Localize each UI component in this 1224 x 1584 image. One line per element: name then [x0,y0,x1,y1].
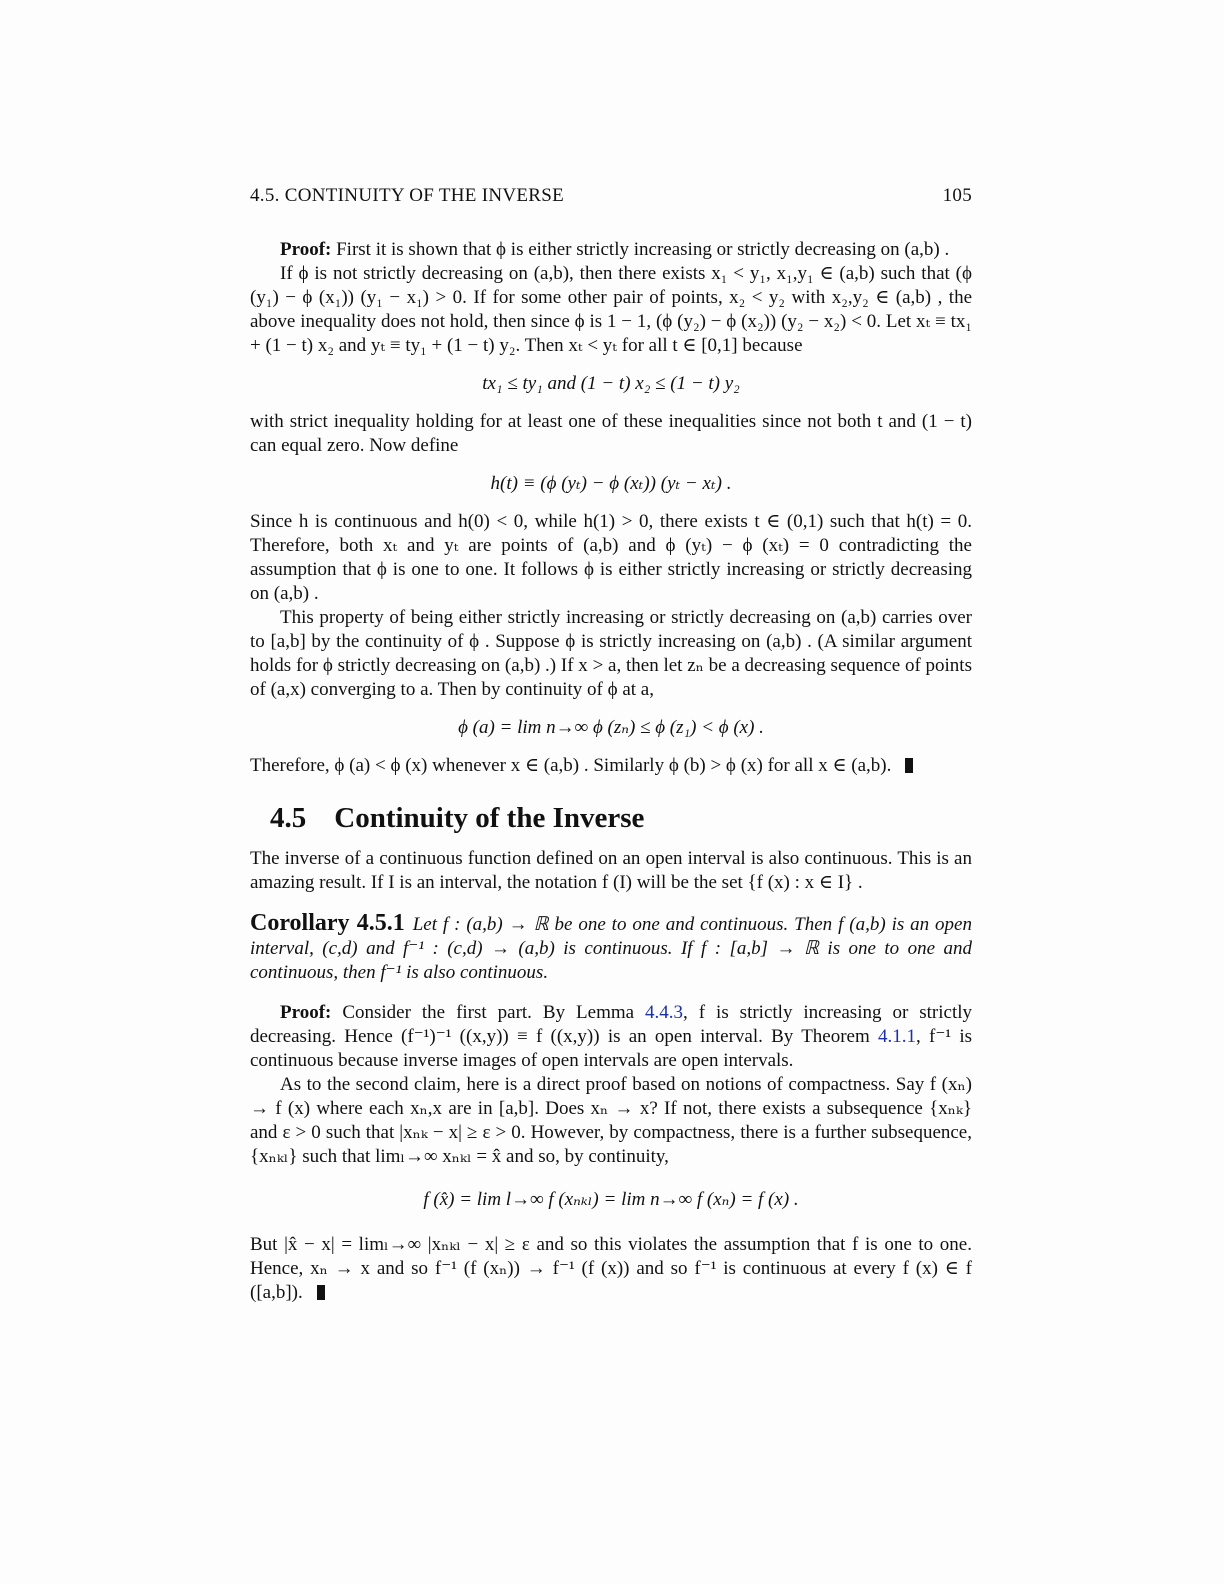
proof-conclusion: Therefore, ϕ (a) < ϕ (x) whenever x ∈ (a,b) . Similarly ϕ (b) > ϕ (x) for all x ∈ (a,b). [250,755,892,776]
paragraph: If ϕ is not strictly decreasing on (a,b), then there exists x₁ < y₁, x₁,y₁ ∈ (a,b) such that (ϕ (y₁) − ϕ (x₁)) (y₁ − x₁) > 0. If for some other pair of points, x₂ < y₂ with x₂,y₂ ∈ (a,b) , the above inequality does not hold, then since ϕ is 1 − 1, (ϕ (y₂) − ϕ (x₂)) (y₂ − x₂) < 0. Let xₜ ≡ tx₁ + (1 − t) x₂ and yₜ ≡ ty₁ + (1 − t) y₂. Then xₜ < yₜ for all t ∈ [0,1] because [250,263,972,356]
section-title: Continuity of the Inverse [334,802,645,834]
page-number: 105 [942,185,972,206]
proof-text: , f is strictly increasing or strictly decreasing. Hence (f⁻¹)⁻¹ ((x,y)) ≡ f ((x,y)) is an open interval. By Theorem [250,1002,973,1047]
qed-mark [317,1285,325,1300]
display-equation: f (x̂) = lim l→∞ f (xₙₖₗ) = lim n→∞ f (xₙ) = f (x) . [423,1189,799,1210]
proof-paragraph [250,238,972,262]
display-equation: h(t) ≡ (ϕ (yₜ) − ϕ (xₜ)) (yₜ − xₜ) . [490,473,732,494]
running-title: 4.5. CONTINUITY OF THE INVERSE [250,185,565,206]
paragraph: with strict inequality holding for at least one of these inequalities since not both t and (1 − t) can equal zero. Now define [250,411,972,456]
running-header [250,185,972,207]
section-number: 4.5 [270,802,307,834]
paragraph: Since h is continuous and h(0) < 0, while h(1) > 0, there exists t ∈ (0,1) such that h(t) = 0. Therefore, both xₜ and yₜ are points of (a,b) and ϕ (yₜ) − ϕ (xₜ) = 0 contradicting the assumption that ϕ is one to one. It follows ϕ is either strictly increasing or strictly decreasing on (a,b) . [250,511,972,604]
paragraph: As to the second claim, here is a direct proof based on notions of compactness. Say f (xₙ) → f (x) where each xₙ,x are in [a,b]. Does xₙ → x? If not, there exists a subsequence {xₙₖ} and ε > 0 such that |xₙₖ − x| ≥ ε > 0. However, by compactness, there is a further subsequence, {xₙₖₗ} such that limₗ→∞ xₙₖₗ = x̂ and so, by continuity, [250,1074,972,1167]
paragraph [250,754,972,778]
proof-text: First it is shown that ϕ is either strictly increasing or strictly decreasing on (a,b) . [336,239,950,260]
lemma-link[interactable]: 4.4.3 [645,1002,684,1023]
corollary-text: Let f : (a,b) → ℝ be one to one and continuous. Then f (a,b) is an open interval, (c,d) and f⁻¹ : (c,d) → (a,b) is continuous. If f : [a,b] → ℝ is one to one and continuous, then f⁻¹ is also continuous. [250,914,972,983]
corollary-label: Corollary 4.5.1 [250,910,405,936]
corollary [250,911,972,985]
proof-text: Consider the first part. By Lemma [342,1002,635,1023]
proof-conclusion: But |x̂ − x| = limₗ→∞ |xₙₖₗ − x| ≥ ε and so this violates the assumption that f is one to one. Hence, xₙ → x and so f⁻¹ (f (xₙ)) → f⁻¹ (f (x)) and so f⁻¹ is continuous at every f (x) ∈ f ([a,b]). [250,1234,972,1303]
proof-label: Proof: [280,1002,332,1023]
paragraph: The inverse of a continuous function defined on an open interval is also continuous. This is an amazing result. If I is an interval, the notation f (I) will be the set {f (x) : x ∈ I} . [250,848,972,893]
proof-label: Proof: [280,239,332,260]
paragraph: This property of being either strictly increasing or strictly decreasing on (a,b) carries over to [a,b] by the continuity of ϕ . Suppose ϕ is strictly increasing on (a,b) . (A similar argument holds for ϕ strictly decreasing on (a,b) .) If x > a, then let zₙ be a decreasing sequence of points of (a,x) converging to a. Then by continuity of ϕ at a, [250,607,972,700]
section-heading [270,802,972,835]
display-equation: tx₁ ≤ ty₁ and (1 − t) x₂ ≤ (1 − t) y₂ [482,373,740,394]
paragraph [250,1233,972,1305]
proof-paragraph [250,1001,972,1073]
theorem-link[interactable]: 4.1.1 [878,1026,917,1047]
display-equation: ϕ (a) = lim n→∞ ϕ (zₙ) ≤ ϕ (z₁) < ϕ (x) . [458,717,764,738]
qed-mark [905,758,913,773]
main-content [250,238,972,1305]
proof-text: , f⁻¹ is continuous because inverse images of open intervals are open intervals. [250,1026,972,1071]
